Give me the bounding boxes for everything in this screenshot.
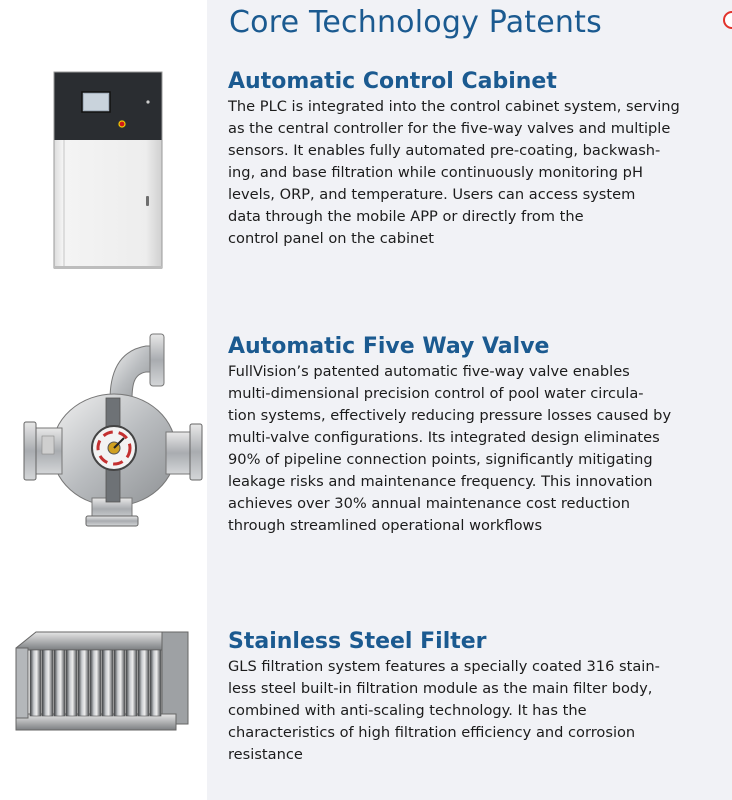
- body-line: levels, ORP, and temperature. Users can access system: [228, 186, 636, 203]
- image-column: [0, 0, 207, 800]
- body-line: characteristics of high filtration efficiency and corrosion: [228, 724, 636, 741]
- body-line: multi-valve configurations. Its integrated design eliminates: [228, 429, 660, 446]
- section-body: [228, 361, 724, 537]
- section-control-cabinet: [228, 68, 724, 250]
- body-line: data through the mobile APP or directly from the: [228, 208, 584, 225]
- body-line: sensors. It enables fully automated pre-coating, backwash-: [228, 142, 661, 159]
- body-line: combined with anti-scaling technology. It has the: [228, 702, 587, 719]
- body-line: achieves over 30% annual maintenance cost reduction: [228, 495, 631, 512]
- section-body: [228, 656, 724, 766]
- section-body: [228, 96, 724, 250]
- body-line: resistance: [228, 746, 303, 763]
- body-line: ing, and base filtration while continuously monitoring pH: [228, 164, 643, 181]
- section-heading: Automatic Five Way Valve: [228, 334, 550, 359]
- section-heading: Stainless Steel Filter: [228, 629, 487, 654]
- body-line: GLS filtration system features a specially coated 316 stain-: [228, 658, 660, 675]
- section-five-way-valve: [228, 333, 724, 537]
- section-heading: Automatic Control Cabinet: [228, 69, 557, 94]
- page-title: Core Technology Patents: [229, 5, 602, 40]
- section-stainless-filter: [228, 628, 724, 766]
- stainless-filter-image: [12, 628, 192, 734]
- body-line: as the central controller for the five-way valves and multiple: [228, 120, 671, 137]
- body-line: tion systems, effectively reducing pressure losses caused by: [228, 407, 672, 424]
- body-line: multi-dimensional precision control of pool water circula-: [228, 385, 644, 402]
- body-line: less steel built-in filtration module as the main filter body,: [228, 680, 653, 697]
- body-line: through streamlined operational workflows: [228, 517, 543, 534]
- body-line: FullVision’s patented automatic five-way valve enables: [228, 363, 630, 380]
- body-line: control panel on the cabinet: [228, 230, 434, 247]
- control-cabinet-image: [52, 70, 164, 272]
- body-line: The PLC is integrated into the control cabinet system, serving: [228, 98, 680, 115]
- body-line: 90% of pipeline connection points, significantly mitigating: [228, 451, 653, 468]
- body-line: leakage risks and maintenance frequency. This innovation: [228, 473, 653, 490]
- five-way-valve-image: [22, 328, 206, 528]
